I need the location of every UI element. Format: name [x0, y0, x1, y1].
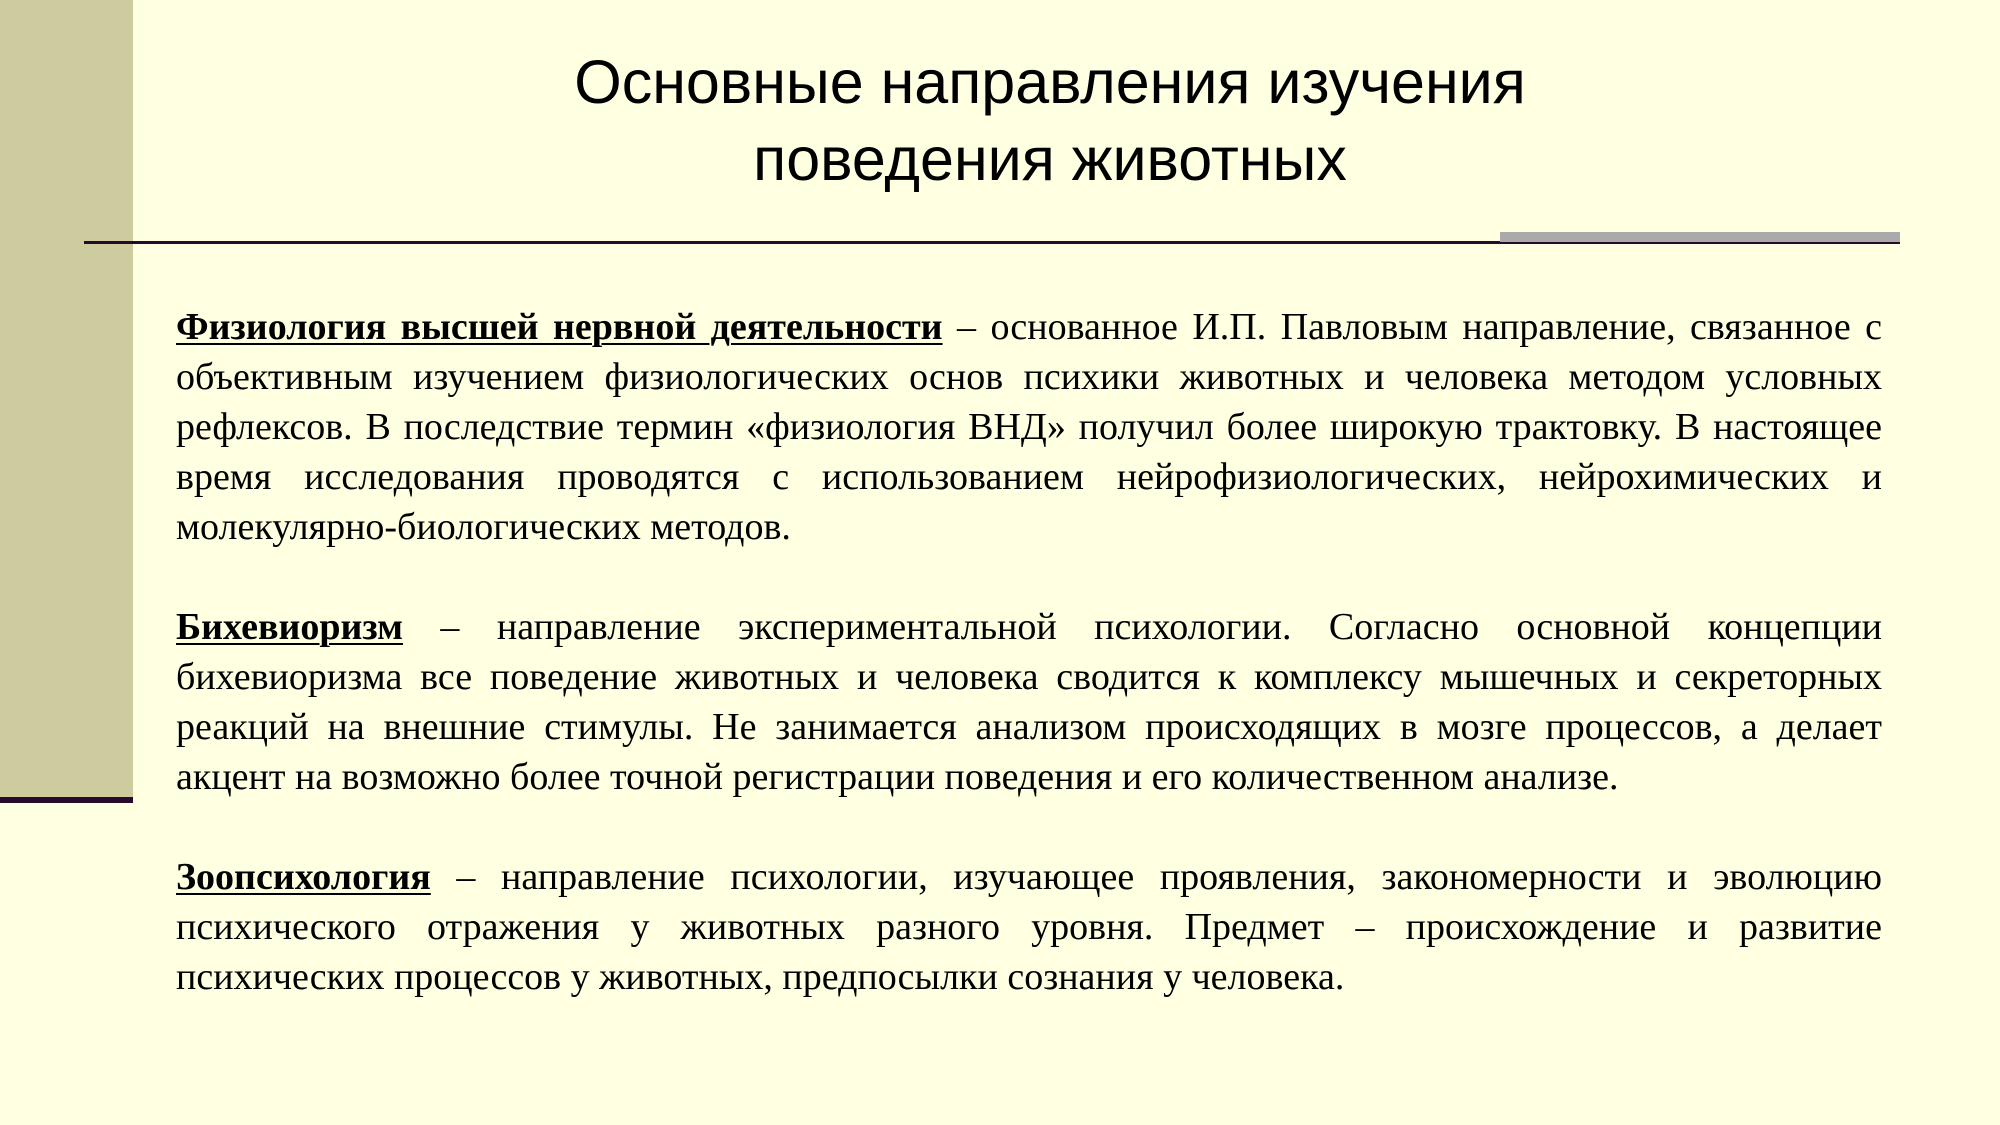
- section-text: – направление психологии, изучающее проявления, закономерности и эволюцию психического отражения у животных разного уровня. Предмет – происхождение и развитие психических процессов у животных, предпосылки сознания у человека.: [176, 856, 1882, 998]
- section-text: – основанное И.П. Павловым направление, связанное с объективным изучением физиологических основ психики животных и человека методом условных рефлексов. В последствие термин «физиология ВНД» получил более широкую трактовку. В настоящее время исследования проводятся с использованием нейрофизиологических, нейрохимических и молекулярно-биологических методов.: [176, 306, 1882, 548]
- side-decoration-bar: [0, 0, 133, 797]
- slide-title-line-2: поведения животных: [753, 125, 1347, 193]
- slide-title: [300, 44, 1800, 198]
- section-term: Бихевиоризм: [176, 606, 403, 648]
- slide-body: [176, 302, 1882, 1052]
- section-physiology: [176, 302, 1882, 552]
- section-behaviorism: [176, 602, 1882, 802]
- section-text: – направление экспериментальной психологии. Согласно основной концепции бихевиоризма все поведение животных и человека сводится к комплексу мышечных и секреторных реакций на внешние стимулы. Не занимается анализом происходящих в мозге процессов, а делает акцент на возможно более точной регистрации поведения и его количественном анализе.: [176, 606, 1882, 798]
- section-zoopsychology: [176, 852, 1882, 1002]
- section-term: Физиология высшей нервной деятельности: [176, 306, 943, 348]
- section-term: Зоопсихология: [176, 856, 431, 898]
- title-divider-accent: [1500, 232, 1900, 242]
- slide-title-line-1: Основные направления изучения: [574, 48, 1526, 116]
- side-decoration-rule: [0, 797, 133, 803]
